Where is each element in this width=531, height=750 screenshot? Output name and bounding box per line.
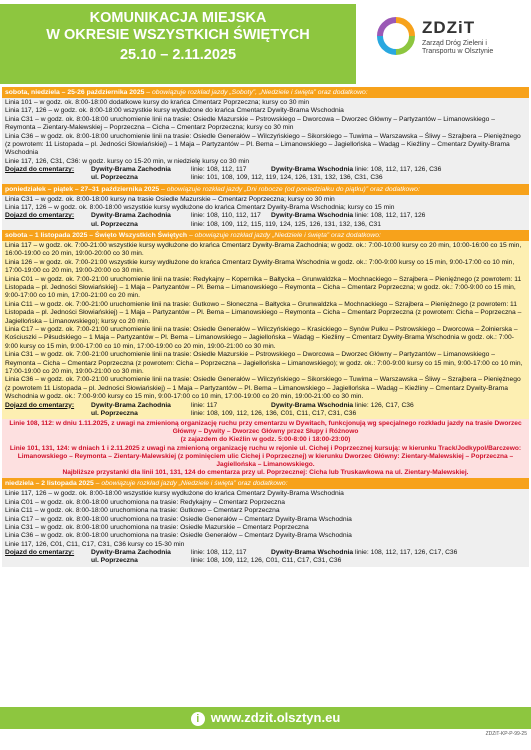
section-body-25-26 — [2, 98, 529, 184]
cemetery-access — [5, 212, 526, 228]
section-bar-2-nov — [2, 478, 529, 489]
line-entry: Linia C31 – w godz. ok. 8:00-18:00 kursy na trasie Osiedle Mazurskie – Cmentarz Poprzeczna; kursy co 30 min — [5, 195, 335, 203]
footer — [0, 707, 531, 731]
document-code: ZDZiT-KP-P-99-25 — [485, 731, 527, 737]
access-lines: linie: 108, 109, 112, 126, 136, C01, C11, C17, C31, C36 — [191, 409, 357, 417]
access-label: Dojazd do cmentarzy: — [5, 166, 75, 174]
line-entry: Linia 126 – w godz. ok. 7:00-21:00 wszystkie kursy wydłużone do krańca Cmentarz Dywity-Brama Wschodnia w godz. ok.: 7:00-9:00 kursy co 15 min, 9:00-17:00 co 10 min, 17:00-19:00 co 20 min, 19:00-20:00 co 30 min. — [5, 258, 515, 275]
line-entry: Linia C11 – w godz. ok. 7:00-21:00 uruchomienie linii na trasie: Gutkowo – Słoneczna – Bałtycka – Grunwaldzka – Mochnackiego – Szrajbera – Pieniężnego (z powrotem: 11 Listopada – pl. Jedności Słowiańskiej) – 1 Maja – Partyzantów – Pl. Bema – Limanowskiego – Reymonta – Cicha – Cmentarz Poprzeczna (z powrotem: Cicha – Poprzeczna – Jagiellońska – Limanowskiego); kursy co 20 min. — [5, 300, 522, 325]
line-entry: Linie 117, 126 – w godz. ok. 8:00-18:00 wszystkie kursy wydłużone do krańca Cmentarz Dywity-Brama Wschodnia — [5, 490, 344, 498]
zdzit-logo — [376, 14, 526, 80]
section-note: – obowiązuje rozkład jazdy „Soboty”, „Niedziele i święta” oraz dodatkowo: — [146, 89, 368, 96]
access-lines: linie: 101, 108, 109, 112, 119, 124, 126, 131, 132, 136, C31, C36 — [191, 174, 383, 182]
access-place-2: Dywity-Brama Wschodnia linie: 108, 112, 117, 126, C17, C36 — [271, 549, 458, 557]
access-lines: linie: 117 — [191, 401, 218, 409]
access-place: Dywity-Brama Zachodnia — [91, 401, 171, 409]
section-body-2-nov — [2, 489, 529, 566]
access-place: ul. Poprzeczna — [91, 174, 138, 182]
cemetery-access — [5, 549, 526, 565]
title-line-2: W OKRESIE WSZYSTKICH ŚWIĘTYCH — [46, 27, 310, 43]
line-entry: Linie 117, 126, C31, C36: w godz. kursy co 15-20 min, w niedzielę kursy co 30 min — [5, 157, 250, 165]
access-place: Dywity-Brama Zachodnia — [91, 212, 171, 220]
section-body-1-nov — [2, 241, 529, 419]
line-entry: Linia 117, 126 – w godz. ok. 8:00-18:00 wszystkie kursy wydłużone do krańca Cmentarz Dywity-Brama Wschodnia — [5, 107, 344, 115]
title-line-1: KOMUNIKACJA MIEJSKA — [89, 10, 267, 26]
zdzit-logo-icon — [376, 16, 416, 56]
line-entry: Linia C31 – w godz. ok. 8:00-18:00 uruchomiona na trasie: Osiedle Mazurskie – Cmentarz Poprzeczna — [5, 524, 309, 532]
section-bar-1-nov — [2, 230, 529, 241]
line-entry: Linia C17 – w godz. ok. 8:00-18:00 uruchomiona na trasie: Osiedle Generałów – Cmentarz Dywity-Brama Wschodnia — [5, 515, 352, 523]
cemetery-access — [5, 166, 526, 182]
cemetery-access — [5, 402, 526, 418]
line-entry: Linia 117 – w godz. ok. 7:00-21:00 wszystkie kursy wydłużone do krańca Cmentarz Dywity-Brama Zachodnia; w godz. ok.: 7:00-10:00 kursy co 20 min, 10:00-16:00 co 15 min, 16:00-19:00 co 20 min, 19:00-20:00 co 30 min. — [5, 241, 522, 258]
access-lines: linie: 108, 112, 117 — [191, 549, 247, 557]
notice-box — [2, 419, 529, 478]
header — [0, 0, 531, 86]
access-lines: linie: 108, 109, 112, 126, C01, C11, C17, C31, C36 — [191, 557, 342, 565]
line-entry: Linia C31 – w godz. ok. 8:00-18:00 uruchomienie linii na trasie: Osiedle Mazurskie – Pstrowskiego – Dworcowa – Dworzec Główny – Partyzantów – Limanowskiego – Reymonta – Zientary-Malewskiej – Poprzeczna – Cicha – Cmentarz Poprzeczna; kursy co 30 min — [5, 115, 495, 132]
line-entry: Linia 101 – w godz. ok. 8:00-18:00 dodatkowe kursy do krańca Cmentarz Poprzeczna; kursy co 30 min — [5, 99, 310, 106]
section-label: sobota – 1 listopada 2025 – Święto Wszystkich Świętych — [5, 231, 188, 239]
footer-bar — [0, 707, 531, 729]
section-bar-25-26 — [2, 87, 529, 98]
line-entry: Linia C11 – w godz. ok. 8:00-18:00 uruchomiona na trasie: Gutkowo – Cmentarz Poprzeczna — [5, 507, 280, 515]
section-note: – obowiązuje rozkład jazdy „Dni robocze (od poniedziałku do piątku)” oraz dodatkowo: — [161, 185, 420, 193]
access-place: Dywity-Brama Zachodnia — [91, 549, 171, 557]
notice-101-131-124: Linie 101, 131, 124: w dniach 1 i 2.11.2025 z uwagi na zmienioną organizację ruchu w rejonie ul. Cichej i Poprzecznej kursują: w kierunku Track/Jodkypol/Barczewo: Limanowskiego – Reymonta – Zientary-Malewskiej (z pominięciem ulic Cichej i Poprzecznej) w kierunku Dworzec Główny: Zientary-Malewskiej – Poprzeczna – Jagiellońska – Limanowskiego. — [9, 444, 522, 469]
section-body-27-31 — [2, 195, 529, 230]
access-place: Dywity-Brama Zachodnia — [91, 166, 171, 174]
access-place: ul. Poprzeczna — [91, 557, 138, 565]
section-bar-27-31 — [2, 184, 529, 195]
line-entry: Linie 117, 126, C01, C11, C17, C31, C36 kursy co 15-30 min — [5, 540, 185, 548]
section-label: sobota, niedziela – 25-26 października 2025 — [5, 89, 145, 96]
access-lines: linie: 108, 110, 112, 117 — [191, 212, 261, 220]
line-entry: Linia C36 – w godz. ok. 8:00-18:00 uruchomiona na trasie: Osiedle Generałów – Cmentarz Dywity-Brama Wschodnia — [5, 532, 352, 540]
section-label: poniedziałek – piątek – 27–31 października 2025 — [5, 185, 160, 193]
access-place: ul. Poprzeczna — [91, 409, 138, 417]
schedule-content — [2, 87, 529, 567]
access-place-2: Dywity-Brama Wschodnia linie: 126, C17, C36 — [271, 401, 414, 409]
line-entry: Linia C36 – w godz. ok. 7:00-21:00 uruchomienie linii na trasie: Osiedle Generałów – Wilczyńskiego – Sikorskiego – Tuwima – Warszawska – Śliwy – Szrajbera – Pieniężnego (z powrotem 11 Listopada – pl. Jedności Słowiańskiej) – 1 Maja – Partyzantów – Pl. Bema – Limanowskiego – Jagiellońska – Wadąg – Kieźliny – Cmentarz Dywity-Brama Wschodnia w godz. ok.: 7:00-9:00 kursy co 15 min, 9:00-17:00 co 10 min, 17:00-19:00 co 20 min, 19:00-21:00 co 30 min. — [5, 376, 521, 401]
logo-brand: ZDZiT — [422, 18, 476, 37]
notice-108-112: Linie 108, 112: w dniu 1.11.2025, z uwagi na zmienioną organizację ruchu przy cmentarzu w Dywitach, funkcjonują wg specjalnego rozkładu jazdy na trasie Dworzec Główny – Dywity – Dworzec Główny przez Słupy i Różnowo — [9, 420, 522, 436]
line-entry: Linia C01 – w godz. ok. 7:00-21:00 uruchomienie linii na trasie: Redykajny – Kopernika – Bałtycka – Grunwaldzka – Mochnackiego – Szrajbera – Pieniężnego (z powrotem: 11 Listopada – pl. Jedności Słowiańskiej) – 1 Maja – Partyzantów – Pl. Bema – Limanowskiego – Reymonta – Cicha – Cmentarz Poprzeczna; w godz. ok.: 7:00-9:00 co 15 min, 9:00-17:00 co 10 min, 17:00-21:00 co 20 min. — [5, 275, 522, 300]
line-entry: Linia 117, 126 – w godz. ok. 8:00-18:00 wszystkie kursy wydłużone do krańca Cmentarz Dywity-Brama Wschodnia; kursy co 15 min — [5, 204, 395, 212]
notice-108-112-detail: (z zajazdem do Kieźlin w godz. 5:00-8:00 i 18:00-23:00) — [180, 436, 351, 444]
access-lines: linie: 108, 112, 117 — [191, 166, 247, 174]
section-label: niedziela – 2 listopada 2025 — [5, 480, 94, 488]
title-dates: 25.10 – 2.11.2025 — [119, 47, 237, 63]
line-entry: Linia C36 – w godz. ok. 8:00-18:00 uruchomienie linii na trasie: Osiedle Generałów – Wilczyńskiego – Sikorskiego – Tuwima – Warszawska – Śliwy – Szrajbera – Pieniężnego (z powrotem: 11 Listopada – pl. Jedności Słowiańskiej) – 1 Maja – Partyzantów – Pl. Bema – Limanowskiego – Jagiellońska – Wadąg – Kieźliny – Cmentarz Dywity-Brama Wschodnia — [5, 132, 521, 157]
notice-nearest-stops: Najbliższe przystanki dla linii 101, 131, 124 do cmentarza przy ul. Poprzecznej: Cicha lub Truskawkowa na ul. Zientary-Malewskiej. — [62, 469, 469, 477]
section-note: – obowiązuje rozkład jazdy „Niedziele i święta” oraz dodatkowo: — [95, 480, 288, 488]
access-label: Dojazd do cmentarzy: — [5, 401, 75, 409]
access-label: Dojazd do cmentarzy: — [5, 212, 75, 220]
section-note: – obowiązuje rozkład jazdy „Niedziele i święta” oraz dodatkowo: — [188, 231, 381, 239]
logo-subtitle: Zarząd Dróg Zieleni i Transportu w Olsztynie — [422, 40, 494, 55]
website-link[interactable]: www.zdzit.olsztyn.eu — [210, 710, 341, 725]
access-place-2: Dywity-Brama Wschodnia linie: 108, 112, 117, 126 — [271, 212, 426, 220]
line-entry: Linia C01 – w godz. ok. 8:00-18:00 uruchomiona na trasie: Redykajny – Cmentarz Poprzeczna — [5, 498, 285, 506]
access-place: ul. Poprzeczna — [91, 220, 138, 228]
info-icon: i — [191, 712, 205, 726]
line-entry: Linia C17 – w godz. ok. 7:00-21:00 uruchomienie linii na trasie: Osiedle Generałów – Wilczyńskiego – Krasickiego – Synów Pułku – Pstrowskiego – Dworcowa – Żołnierska – Kościuszki – Piłsudskiego – 1 Maja – Partyzantów – Pl. Bema – Limanowskiego – Jagiellońska – Wadąg – Kieźliny – Cmentarz Dywity-Brama Wschodnia w godz. ok.: 7:00-9:00 kursy co 15 min, 9:00-17:00 co 10 min, 17:00-19:00 co 20 min, 19:00-21:00 co 30 min. — [5, 325, 518, 350]
access-place-2: Dywity-Brama Wschodnia linie: 108, 112, 117, 126, C36 — [271, 166, 442, 174]
title-box — [0, 4, 356, 84]
access-lines: linie: 108, 109, 112, 115, 119, 124, 125, 126, 131, 132, 136, C31 — [191, 220, 381, 228]
access-label: Dojazd do cmentarzy: — [5, 549, 75, 557]
line-entry: Linia C31 – w godz. ok. 7:00-21:00 uruchomienie linii na trasie: Osiedle Mazurskie – Pstrowskiego – Dworcowa – Dworzec Główny – Partyzantów – Limanowskiego – Reymonta – Cicha – Cmentarz Poprzeczna (z powrotem: Cicha – Poprzeczna – Jagiellońska – Limanowskiego); w godz. ok.: 7:00-9:00 kursy co 15 min, 9:00-17:00 co 10 min, 17:00-19:00 co 20 min, 19:00-21:00 co 30 min. — [5, 351, 523, 375]
